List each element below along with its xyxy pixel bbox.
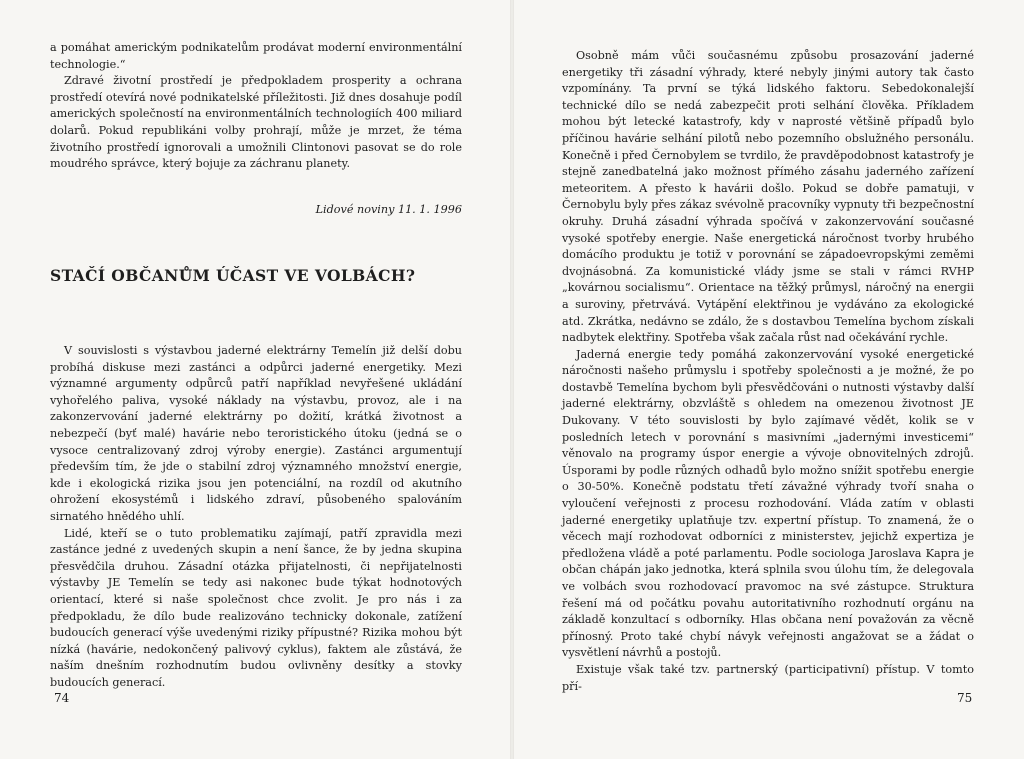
quote-source: Lidové noviny 11. 1. 1996 <box>315 203 462 216</box>
body-paragraph: V souvislosti s výstavbou jaderné elektrárny Temelín již delší dobu probíhá diskuse mezi zastánci a odpůrci jaderné energetiky. Mezi významné argumenty odpůrců patří například nevyřešené ukládání vyhořelého paliva, vysoké náklady na výstavbu, provoz, ale i na zakonzervování jaderné elektrárny po dožití, krátká životnost a nebezpečí (byť malé) havárie nebo teroristického útoku (jedná se o vysoce centralizovaný zdroj výroby energie). Zastánci argumentují především tím, že jde o stabilní zdroj významného množství energie, kde i ekologická rizika jsou jen potenciální, na rozdíl od akutního ohrožení ekosystémů i lidského zdraví, působeného spalováním sirnatého hnědého uhlí. <box>50 344 462 523</box>
left-body-text <box>50 343 462 691</box>
body-paragraph: Osobně mám vůči současnému způsobu prosazování jaderné energetiky tři zásadní výhrady, které nebyly jinými autory tak často vzpomínány. Ta první se týká lidského faktoru. Sebedokonalejší technické dílo se nedá zabezpečit proti selhání člověka. Příkladem mohou být letecké katastrofy, kdy v naprosté většině případů bylo příčinou havárie selhání pilotů nebo pozemního obslužného personálu. Konečně i před Černobylem se tvrdilo, že pravděpodobnost katastrofy je stejně zanedbatelná jako možnost přímého zásahu jaderného zařízení meteoritem. A přesto k havárii došlo. Pokud se dobře pamatuji, v Černobylu byly přes zákaz svévolně pracovníky vypnuty tři bezpečnostní okruhy. Druhá zásadní výhrada spočívá v zakonzervování současné vysoké spotřeby energie. Naše energetická náročnost tvorby hrubého domácího produktu je totiž v porovnání se západoevropskými zeměmi dvojnásobná. Za komunistické vlády jsme se stali v rámci RVHP „kovárnou socialismu“. Orientace na těžký průmysl, náročný na energii a suroviny, přetrvává. Vytápění elektřinou je vydáváno za ekologické atd. Zkrátka, nedávno se zdálo, že s dostavbou Temelína bychom získali nadbytek elektřiny. Spotřeba však začala růst nad očekávání rychle. <box>562 49 975 345</box>
quote-paragraph: a pomáhat americkým podnikatelům prodávat moderní environmentální technologie.“ <box>50 41 462 71</box>
body-paragraph: Lidé, kteří se o tuto problematiku zajímají, patří zpravidla mezi zastánce jedné z uvedených skupin a není šance, že by jedna skupina přesvědčila druhou. Zásadní otázka přijatelnosti, či nepřijatelnosti výstavby JE Temelín se tedy asi nakonec bude týkat hodnotových orientací, které si naše společnost chce zvolit. Je pro nás i za předpokladu, že dílo bude realizováno technicky dokonale, zatížení budoucích generací výše uvedenými riziky přípustné? Rizika mohou být nízká (havárie, nedokončený palivový cyklus), faktem ale zůstává, že naším dnešním rozhodnutím budou ovlivněny desítky a stovky budoucích generací. <box>50 526 462 689</box>
right-page <box>512 0 1024 759</box>
body-paragraph: Jaderná energie tedy pomáhá zakonzervování vysoké energetické náročnosti našeho průmyslu i spotřeby společnosti a je možné, že po dostavbě Temelína bychom byli přesvědčováni o nutnosti výstavby další jaderné elektrárny, obzvláště s ohledem na omezenou životnost JE Dukovany. V této souvislosti by bylo zajímavé vědět, kolik se v posledních letech v porovnání s masivními „jadernými investicemi“ věnovalo na programy úspor energie a vývoje obnovitelných zdrojů. Úsporami by podle různých odhadů bylo možno snížit spotřebu energie o 30-50%. Konečně podstatu třetí závažné výhrady tvoří snaha o vyloučení veřejnosti z procesu rozhodování. Vláda zatím v oblasti jaderné energetiky uplatňuje tzv. expertní přístup. To znamená, že o věcech mají rozhodovat odborníci z ministerstev, jejichž expertiza je předložena vládě a poté parlamentu. Podle sociologa Jaroslava Kapra je občan chápán jako jednotka, která splnila svou úlohu tím, že delegovala ve volbách svou rozhodovací pravomoc na své zástupce. Struktura řešení má od počátku povahu autoritativního rozhodnutí orgánu na základě konzultací s odborníky. Hlas občana není považován za věcně přínosný. Proto také chybí návyk veřejnosti angažovat se a žádat o vysvětlení návrhů a postojů. <box>562 347 974 660</box>
page-number-left: 74 <box>54 691 70 705</box>
right-body-text <box>562 48 974 695</box>
quote-paragraph: Zdravé životní prostředí je předpokladem prosperity a ochrana prostředí otevírá nové podnikatelské příležitosti. Již dnes dosahuje podíl amerických společností na environmentálních technologiích 400 miliard dolarů. Pokud republikáni volby prohrají, může je mrzet, že téma životního prostředí ignorovali a umožnili Clintonovi pasovat se do role moudrého správce, který bojuje za záchranu planety. <box>50 74 462 171</box>
body-paragraph: Existuje však také tzv. partnerský (participativní) přístup. V tomto pří- <box>562 662 974 693</box>
page-number-right: 75 <box>957 691 973 705</box>
section-heading: STAČÍ OBČANŮM ÚČAST VE VOLBÁCH? <box>50 266 416 285</box>
quote-block <box>50 40 462 173</box>
